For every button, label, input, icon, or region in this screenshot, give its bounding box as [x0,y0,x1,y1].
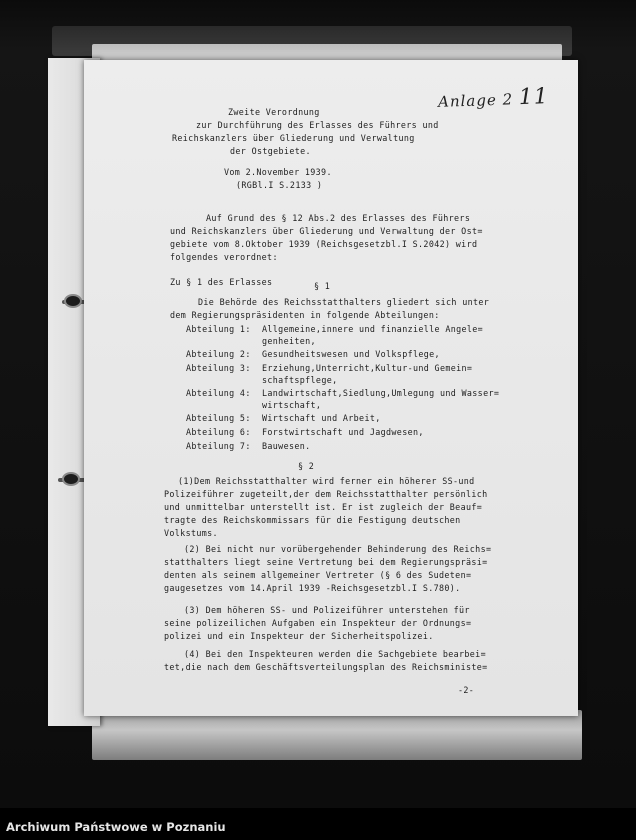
intro-line: gebiete vom 8.Oktober 1939 (Reichsgesetzbl.I S.2042) wird [170,239,478,249]
abteilung-text: Landwirtschaft,Siedlung,Umlegung und Wasser= [262,388,500,398]
title-line: Reichskanzlers über Gliederung und Verwaltung [172,133,415,143]
abteilung-text: Bauwesen. [262,441,311,451]
page-marker: -2- [458,685,475,695]
section-reference: Zu § 1 des Erlasses [170,277,273,287]
abteilung-text: Gesundheitswesen und Volkspflege, [262,349,440,359]
abteilung-label: Abteilung 3: [186,363,251,373]
paragraph-line: Volkstums. [164,528,218,538]
title-line: zur Durchführung des Erlasses des Führers und [196,120,439,130]
abteilung-text: wirtschaft, [262,400,322,410]
date-line: Vom 2.November 1939. [224,167,332,177]
annotation-number: 11 [518,84,550,111]
document-page [84,60,578,716]
punch-hole-lower [62,472,80,486]
intro-line: und Reichskanzlers über Gliederung und Verwaltung der Ost= [170,226,483,236]
paragraph-line: polizei und ein Inspekteur der Sicherheitspolizei. [164,631,434,641]
paragraph-line: gaugesetzes vom 14.April 1939 -Reichsgesetzbl.I S.780). [164,583,461,593]
paragraph-line: denten als seinem allgemeiner Vertreter (§ 6 des Sudeten= [164,570,472,580]
paragraph-line: (3) Dem höheren SS- und Polizeiführer unterstehen für [184,605,470,615]
title-line: Zweite Verordnung [228,107,320,117]
abteilung-label: Abteilung 1: [186,324,251,334]
section-1-intro-line: dem Regierungspräsidenten in folgende Abteilungen: [170,310,440,320]
paragraph-line: Polizeiführer zugeteilt,der dem Reichsstatthalter persönlich [164,489,488,499]
abteilung-label: Abteilung 6: [186,427,251,437]
abteilung-label: Abteilung 4: [186,388,251,398]
citation-line: (RGBl.I S.2133 ) [236,180,323,190]
paper-stack-bottom [92,710,582,760]
abteilung-text: genheiten, [262,336,316,346]
section-1-heading: § 1 [314,281,331,291]
intro-line: folgendes verordnet: [170,252,278,262]
abteilung-text: Allgemeine,innere und finanzielle Angele= [262,324,484,334]
paragraph-line: (1)Dem Reichsstatthalter wird ferner ein höherer SS-und [178,476,475,486]
intro-line: Auf Grund des § 12 Abs.2 des Erlasses des Führers [206,213,471,223]
paragraph-line: seine polizeilichen Aufgaben ein Inspekteur der Ordnungs= [164,618,472,628]
archive-caption: Archiwum Państwowe w Poznaniu [6,820,226,834]
punch-hole-upper [64,294,82,308]
abteilung-text: Wirtschaft und Arbeit, [262,413,381,423]
paragraph-line: (2) Bei nicht nur vorübergehender Behinderung des Reichs= [184,544,492,554]
abteilung-label: Abteilung 5: [186,413,251,423]
document-text [84,60,578,716]
title-line: der Ostgebiete. [230,146,311,156]
paragraph-line: (4) Bei den Inspekteuren werden die Sachgebiete bearbei= [184,649,486,659]
paragraph-line: statthalters liegt seine Vertretung bei dem Regierungspräsi= [164,557,488,567]
section-1-intro-line: Die Behörde des Reichsstatthalters gliedert sich unter [198,297,490,307]
section-2-heading: § 2 [298,461,315,471]
archive-caption-bar [0,808,636,840]
abteilung-text: schaftspflege, [262,375,338,385]
annotation-text: Anlage 2 [437,90,514,111]
abteilung-label: Abteilung 7: [186,441,251,451]
paragraph-line: und unmittelbar unterstellt ist. Er ist zugleich der Beauf= [164,502,483,512]
abteilung-text: Erziehung,Unterricht,Kultur-und Gemein= [262,363,473,373]
paragraph-line: tet,die nach dem Geschäftsverteilungsplan des Reichsministe= [164,662,488,672]
abteilung-text: Forstwirtschaft und Jagdwesen, [262,427,424,437]
paragraph-line: tragte des Reichskommissars für die Festigung deutschen [164,515,461,525]
abteilung-label: Abteilung 2: [186,349,251,359]
